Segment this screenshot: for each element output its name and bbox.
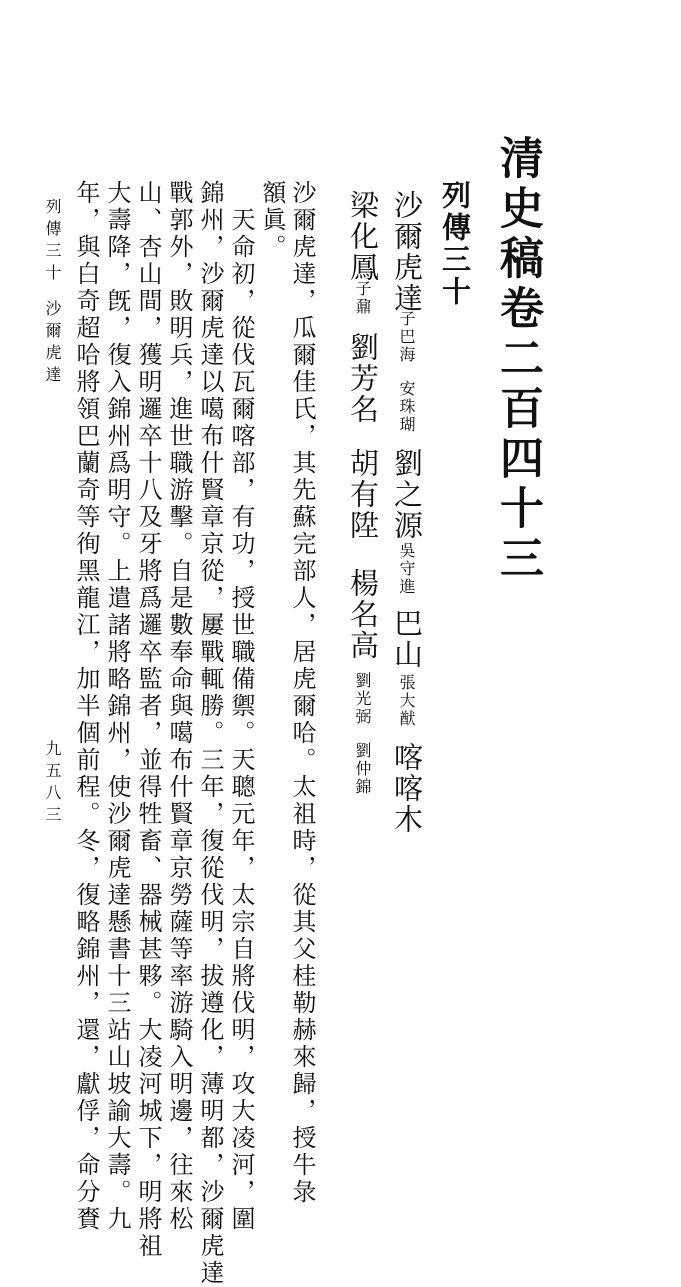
biography-names-col1 [384,190,432,835]
body-text-column: 錦州，沙爾虎達以噶布什賢章京從，屢戰輒勝。三年，復從伐明，拔遵化，薄明都，沙爾虎達 [196,180,224,1287]
chapter-heading: 列傳三十 [438,180,472,308]
running-head-label: 列傳三十 [43,198,62,286]
book-title: 清史稿卷二百四十三 [492,135,543,585]
body-text-column: 天命初，從伐瓦爾喀部，有功，授世職備禦。天聰元年，太宗自將伐明，攻大凌河，圍 [227,207,255,1233]
biography-sub-name: 劉仲錦 [353,742,372,796]
biography-name: 劉之源 [390,448,424,541]
biography-sub-name: 吳守進 [397,542,416,596]
biography-names-col2 [340,190,388,830]
biography-name: 喀喀木 [390,742,424,835]
body-text-column: 大壽降，旣，復入錦州爲明守。上遣諸將略錦州，使沙爾虎達懸書十三站山坡諭大壽。九 [103,180,131,1233]
biography-sub-name: 安珠瑚 [397,380,416,434]
biography-sub-name: 子巴海 [397,310,416,364]
body-text-column: 山、杏山間，獲明邏卒十八及牙將爲邏卒監者，並得牲畜、器械甚夥。大凌河城下，明將祖 [134,180,162,1260]
body-text-column: 額眞。 [258,180,286,261]
biography-sub-name: 劉光弼 [353,672,372,726]
biography-name: 楊名高 [346,568,380,661]
running-head-name: 沙爾虎達 [43,300,62,388]
biography-sub-name: 子鼐 [353,280,372,316]
biography-name: 沙爾虎達 [390,190,424,314]
biography-name: 劉芳名 [346,332,380,425]
body-text-column: 年，與白奇超哈將領巴蘭奇等徇黑龍江，加半個前程。冬，復略錦州，還，獻俘，命分賚 [72,180,100,1233]
biography-name: 梁化鳳 [346,190,380,283]
body-text-column: 戰郭外，敗明兵，進世職游擊。自是數奉命與噶布什賢章京勞薩等率游騎入明邊，往來松 [165,180,193,1233]
biography-sub-name: 張大猷 [397,674,416,728]
body-text-column: 沙爾虎達，瓜爾佳氏，其先蘇完部人，居虎爾哈。太祖時，從其父桂勒赫來歸，授牛彔 [288,180,316,1206]
biography-name: 胡有陞 [346,448,380,541]
page-number: 九五八三 [43,740,62,828]
biography-name: 巴山 [390,608,424,670]
